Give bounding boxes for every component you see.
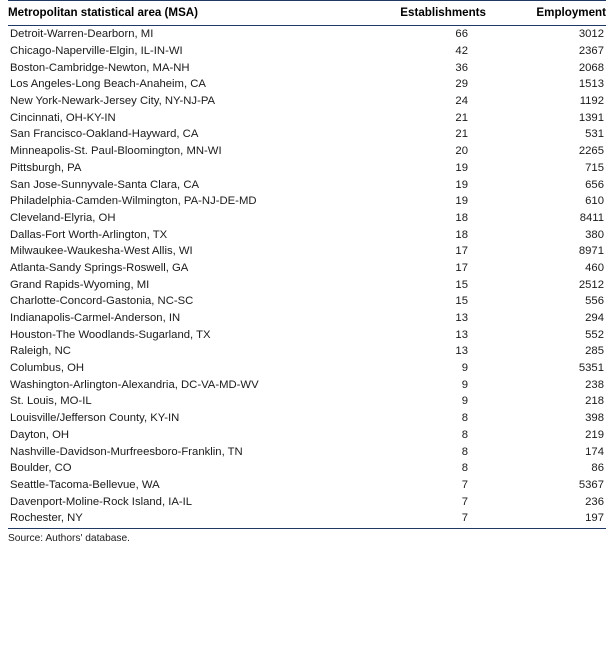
cell-employment: 294 [585, 312, 604, 325]
cell-msa: Houston-The Woodlands-Sugarland, TX [10, 328, 211, 341]
cell-establishments: 13 [455, 345, 468, 358]
table-row [8, 43, 606, 60]
table-row [8, 343, 606, 360]
cell-establishments: 17 [455, 245, 468, 258]
table-row [8, 310, 606, 327]
cell-establishments: 24 [455, 95, 468, 108]
cell-employment: 2265 [578, 145, 604, 158]
table-row [8, 93, 606, 110]
cell-establishments: 8 [461, 412, 468, 425]
table-row [8, 59, 606, 76]
cell-msa: Milwaukee-Waukesha-West Allis, WI [10, 245, 193, 258]
cell-establishments: 8 [461, 462, 468, 475]
table-row [8, 326, 606, 343]
cell-establishments: 19 [455, 195, 468, 208]
table-row [8, 276, 606, 293]
table-row [8, 360, 606, 377]
table-row [8, 393, 606, 410]
table-row [8, 443, 606, 460]
msa-establishments-employment-table [8, 0, 606, 528]
cell-msa: Cincinnati, OH-KY-IN [10, 111, 116, 124]
cell-employment: 238 [585, 378, 604, 391]
cell-msa: New York-Newark-Jersey City, NY-NJ-PA [10, 95, 216, 108]
cell-msa: San Jose-Sunnyvale-Santa Clara, CA [10, 178, 200, 191]
cell-msa: Raleigh, NC [10, 345, 71, 358]
cell-establishments: 13 [455, 328, 468, 341]
table-header-row [8, 1, 606, 26]
cell-employment: 285 [585, 345, 604, 358]
table-row [8, 376, 606, 393]
cell-establishments: 17 [455, 261, 468, 274]
cell-employment: 552 [585, 328, 604, 341]
cell-establishments: 7 [461, 478, 468, 491]
cell-msa: Boulder, CO [10, 462, 72, 475]
table-body [8, 26, 606, 528]
cell-msa: Philadelphia-Camden-Wilmington, PA-NJ-DE-MD [10, 195, 257, 208]
cell-establishments: 21 [455, 128, 468, 141]
cell-establishments: 13 [455, 312, 468, 325]
cell-establishments: 15 [455, 295, 468, 308]
cell-establishments: 15 [455, 278, 468, 291]
cell-msa: Dallas-Fort Worth-Arlington, TX [10, 228, 168, 241]
column-header-employment: Employment [486, 1, 606, 26]
table-row [8, 510, 606, 528]
table-row [8, 260, 606, 277]
cell-establishments: 9 [461, 362, 468, 375]
table-row [8, 176, 606, 193]
cell-msa: Nashville-Davidson-Murfreesboro-Franklin, TN [10, 445, 243, 458]
cell-msa: Minneapolis-St. Paul-Bloomington, MN-WI [10, 145, 222, 158]
cell-employment: 197 [585, 512, 604, 525]
cell-establishments: 9 [461, 395, 468, 408]
table-row [8, 109, 606, 126]
table-row [8, 76, 606, 93]
cell-employment: 380 [585, 228, 604, 241]
cell-msa: Chicago-Naperville-Elgin, IL-IN-WI [10, 45, 183, 58]
cell-establishments: 42 [455, 45, 468, 58]
cell-establishments: 66 [455, 28, 468, 41]
cell-employment: 8411 [579, 211, 604, 224]
cell-msa: Louisville/Jefferson County, KY-IN [10, 412, 180, 425]
cell-msa: Detroit-Warren-Dearborn, MI [10, 28, 154, 41]
cell-employment: 460 [585, 261, 604, 274]
cell-msa: Davenport-Moline-Rock Island, IA-IL [10, 495, 193, 508]
column-header-msa: Metropolitan statistical area (MSA) [8, 1, 356, 26]
cell-employment: 398 [585, 412, 604, 425]
cell-employment: 2367 [578, 45, 604, 58]
cell-msa: Rochester, NY [10, 512, 83, 525]
cell-establishments: 18 [455, 211, 468, 224]
cell-employment: 610 [585, 195, 604, 208]
cell-employment: 219 [585, 428, 604, 441]
table-row [8, 243, 606, 260]
table-row [8, 26, 606, 43]
source-note: Source: Authors' database. [8, 532, 131, 544]
cell-msa: Boston-Cambridge-Newton, MA-NH [10, 61, 190, 74]
cell-employment: 715 [585, 161, 604, 174]
cell-employment: 218 [585, 395, 604, 408]
cell-employment: 8971 [578, 245, 604, 258]
cell-establishments: 21 [455, 111, 468, 124]
table-row [8, 126, 606, 143]
table-row [8, 410, 606, 427]
cell-establishments: 7 [461, 495, 468, 508]
cell-employment: 1391 [578, 111, 604, 124]
cell-employment: 1192 [579, 95, 604, 108]
table-row [8, 193, 606, 210]
cell-msa: Los Angeles-Long Beach-Anaheim, CA [10, 78, 206, 91]
cell-employment: 5351 [578, 362, 604, 375]
cell-msa: St. Louis, MO-IL [10, 395, 92, 408]
cell-establishments: 8 [461, 445, 468, 458]
table-row [8, 460, 606, 477]
table-row [8, 143, 606, 160]
table-row [8, 226, 606, 243]
cell-msa: Charlotte-Concord-Gastonia, NC-SC [10, 295, 194, 308]
cell-msa: San Francisco-Oakland-Hayward, CA [10, 128, 199, 141]
cell-msa: Grand Rapids-Wyoming, MI [10, 278, 150, 291]
cell-establishments: 18 [455, 228, 468, 241]
table-row [8, 160, 606, 177]
cell-msa: Atlanta-Sandy Springs-Roswell, GA [10, 261, 189, 274]
table-header [8, 1, 606, 26]
cell-establishments: 20 [455, 145, 468, 158]
cell-employment: 5367 [578, 478, 604, 491]
table-row [8, 293, 606, 310]
cell-employment: 236 [585, 495, 604, 508]
cell-establishments: 29 [455, 78, 468, 91]
cell-employment: 531 [585, 128, 604, 141]
cell-msa: Seattle-Tacoma-Bellevue, WA [10, 478, 160, 491]
cell-establishments: 8 [461, 428, 468, 441]
table-row [8, 210, 606, 227]
cell-msa: Dayton, OH [10, 428, 70, 441]
cell-establishments: 9 [461, 378, 468, 391]
cell-employment: 2512 [578, 278, 604, 291]
cell-establishments: 19 [455, 161, 468, 174]
cell-msa: Columbus, OH [10, 362, 85, 375]
cell-employment: 2068 [578, 61, 604, 74]
cell-employment: 3012 [578, 28, 604, 41]
cell-msa: Cleveland-Elyria, OH [10, 211, 116, 224]
cell-employment: 174 [585, 445, 604, 458]
column-header-establishments: Establishments [356, 1, 486, 26]
cell-establishments: 7 [461, 512, 468, 525]
table-row [8, 427, 606, 444]
cell-msa: Pittsburgh, PA [10, 161, 82, 174]
cell-establishments: 19 [455, 178, 468, 191]
cell-msa: Washington-Arlington-Alexandria, DC-VA-MD-WV [10, 378, 259, 391]
table-row [8, 477, 606, 494]
cell-employment: 656 [585, 178, 604, 191]
cell-employment: 1513 [578, 78, 604, 91]
table-row [8, 493, 606, 510]
cell-establishments: 36 [455, 61, 468, 74]
cell-employment: 556 [585, 295, 604, 308]
cell-msa: Indianapolis-Carmel-Anderson, IN [10, 312, 181, 325]
cell-employment: 86 [591, 462, 604, 475]
